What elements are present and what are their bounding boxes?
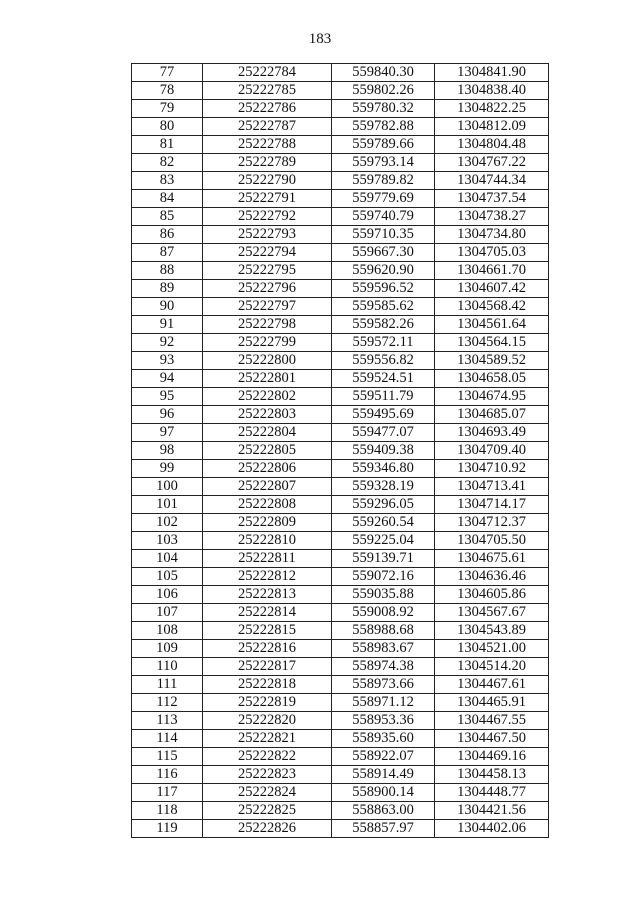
y-coordinate-cell: 1304712.37 — [435, 514, 549, 532]
point-number-cell: 107 — [132, 604, 203, 622]
table-row — [132, 298, 549, 316]
table-row — [132, 658, 549, 676]
y-coordinate-cell: 1304714.17 — [435, 496, 549, 514]
point-id-cell: 25222810 — [203, 532, 332, 550]
table-row — [132, 586, 549, 604]
x-coordinate-cell: 558900.14 — [332, 784, 435, 802]
x-coordinate-cell: 559072.16 — [332, 568, 435, 586]
y-coordinate-cell: 1304448.77 — [435, 784, 549, 802]
point-id-cell: 25222817 — [203, 658, 332, 676]
point-id-cell: 25222814 — [203, 604, 332, 622]
x-coordinate-cell: 559789.82 — [332, 172, 435, 190]
y-coordinate-cell: 1304674.95 — [435, 388, 549, 406]
point-id-cell: 25222788 — [203, 136, 332, 154]
x-coordinate-cell: 559779.69 — [332, 190, 435, 208]
table-row — [132, 532, 549, 550]
x-coordinate-cell: 559572.11 — [332, 334, 435, 352]
point-number-cell: 103 — [132, 532, 203, 550]
point-id-cell: 25222797 — [203, 298, 332, 316]
x-coordinate-cell: 559139.71 — [332, 550, 435, 568]
x-coordinate-cell: 559793.14 — [332, 154, 435, 172]
y-coordinate-cell: 1304841.90 — [435, 64, 549, 82]
y-coordinate-cell: 1304467.55 — [435, 712, 549, 730]
point-id-cell: 25222806 — [203, 460, 332, 478]
y-coordinate-cell: 1304465.91 — [435, 694, 549, 712]
point-number-cell: 89 — [132, 280, 203, 298]
point-id-cell: 25222808 — [203, 496, 332, 514]
x-coordinate-cell: 559556.82 — [332, 352, 435, 370]
point-number-cell: 100 — [132, 478, 203, 496]
x-coordinate-cell: 559260.54 — [332, 514, 435, 532]
point-id-cell: 25222801 — [203, 370, 332, 388]
y-coordinate-cell: 1304693.49 — [435, 424, 549, 442]
table-row — [132, 478, 549, 496]
table-row — [132, 676, 549, 694]
y-coordinate-cell: 1304709.40 — [435, 442, 549, 460]
point-number-cell: 105 — [132, 568, 203, 586]
point-number-cell: 79 — [132, 100, 203, 118]
x-coordinate-cell: 559409.38 — [332, 442, 435, 460]
point-number-cell: 116 — [132, 766, 203, 784]
y-coordinate-cell: 1304812.09 — [435, 118, 549, 136]
point-id-cell: 25222794 — [203, 244, 332, 262]
y-coordinate-cell: 1304561.64 — [435, 316, 549, 334]
point-number-cell: 117 — [132, 784, 203, 802]
page-number: 183 — [308, 31, 332, 47]
x-coordinate-cell: 558922.07 — [332, 748, 435, 766]
table-row — [132, 496, 549, 514]
point-number-cell: 108 — [132, 622, 203, 640]
x-coordinate-cell: 559035.88 — [332, 586, 435, 604]
x-coordinate-cell: 559782.88 — [332, 118, 435, 136]
y-coordinate-cell: 1304738.27 — [435, 208, 549, 226]
point-id-cell: 25222820 — [203, 712, 332, 730]
y-coordinate-cell: 1304421.56 — [435, 802, 549, 820]
table-row — [132, 388, 549, 406]
point-number-cell: 83 — [132, 172, 203, 190]
table-row — [132, 100, 549, 118]
table-row — [132, 802, 549, 820]
point-id-cell: 25222793 — [203, 226, 332, 244]
table-row — [132, 406, 549, 424]
point-id-cell: 25222804 — [203, 424, 332, 442]
point-number-cell: 88 — [132, 262, 203, 280]
x-coordinate-cell: 558971.12 — [332, 694, 435, 712]
y-coordinate-cell: 1304402.06 — [435, 820, 549, 838]
point-number-cell: 86 — [132, 226, 203, 244]
x-coordinate-cell: 559780.32 — [332, 100, 435, 118]
x-coordinate-cell: 558857.97 — [332, 820, 435, 838]
point-id-cell: 25222824 — [203, 784, 332, 802]
point-number-cell: 85 — [132, 208, 203, 226]
y-coordinate-cell: 1304838.40 — [435, 82, 549, 100]
point-id-cell: 25222819 — [203, 694, 332, 712]
point-number-cell: 95 — [132, 388, 203, 406]
y-coordinate-cell: 1304543.89 — [435, 622, 549, 640]
table-row — [132, 316, 549, 334]
point-number-cell: 118 — [132, 802, 203, 820]
point-id-cell: 25222798 — [203, 316, 332, 334]
point-id-cell: 25222821 — [203, 730, 332, 748]
table-row — [132, 694, 549, 712]
point-id-cell: 25222813 — [203, 586, 332, 604]
point-number-cell: 81 — [132, 136, 203, 154]
x-coordinate-cell: 559008.92 — [332, 604, 435, 622]
point-number-cell: 115 — [132, 748, 203, 766]
point-id-cell: 25222790 — [203, 172, 332, 190]
point-number-cell: 119 — [132, 820, 203, 838]
y-coordinate-cell: 1304685.07 — [435, 406, 549, 424]
coordinates-table-body — [132, 64, 549, 838]
y-coordinate-cell: 1304458.13 — [435, 766, 549, 784]
y-coordinate-cell: 1304589.52 — [435, 352, 549, 370]
point-number-cell: 96 — [132, 406, 203, 424]
table-row — [132, 424, 549, 442]
y-coordinate-cell: 1304568.42 — [435, 298, 549, 316]
table-row — [132, 370, 549, 388]
x-coordinate-cell: 559620.90 — [332, 262, 435, 280]
x-coordinate-cell: 558935.60 — [332, 730, 435, 748]
table-row — [132, 82, 549, 100]
point-number-cell: 93 — [132, 352, 203, 370]
point-id-cell: 25222789 — [203, 154, 332, 172]
point-id-cell: 25222807 — [203, 478, 332, 496]
table-row — [132, 550, 549, 568]
point-number-cell: 114 — [132, 730, 203, 748]
table-row — [132, 730, 549, 748]
point-number-cell: 84 — [132, 190, 203, 208]
x-coordinate-cell: 558863.00 — [332, 802, 435, 820]
y-coordinate-cell: 1304822.25 — [435, 100, 549, 118]
x-coordinate-cell: 559346.80 — [332, 460, 435, 478]
y-coordinate-cell: 1304804.48 — [435, 136, 549, 154]
x-coordinate-cell: 559328.19 — [332, 478, 435, 496]
x-coordinate-cell: 559840.30 — [332, 64, 435, 82]
point-number-cell: 98 — [132, 442, 203, 460]
point-id-cell: 25222796 — [203, 280, 332, 298]
table-row — [132, 712, 549, 730]
point-number-cell: 94 — [132, 370, 203, 388]
table-row — [132, 190, 549, 208]
y-coordinate-cell: 1304564.15 — [435, 334, 549, 352]
y-coordinate-cell: 1304734.80 — [435, 226, 549, 244]
table-row — [132, 442, 549, 460]
point-id-cell: 25222791 — [203, 190, 332, 208]
x-coordinate-cell: 559789.66 — [332, 136, 435, 154]
x-coordinate-cell: 558983.67 — [332, 640, 435, 658]
point-number-cell: 97 — [132, 424, 203, 442]
y-coordinate-cell: 1304607.42 — [435, 280, 549, 298]
y-coordinate-cell: 1304469.16 — [435, 748, 549, 766]
point-number-cell: 80 — [132, 118, 203, 136]
point-id-cell: 25222792 — [203, 208, 332, 226]
x-coordinate-cell: 559740.79 — [332, 208, 435, 226]
y-coordinate-cell: 1304744.34 — [435, 172, 549, 190]
x-coordinate-cell: 558914.49 — [332, 766, 435, 784]
table-row — [132, 784, 549, 802]
table-row — [132, 568, 549, 586]
point-id-cell: 25222809 — [203, 514, 332, 532]
table-row — [132, 64, 549, 82]
x-coordinate-cell: 559710.35 — [332, 226, 435, 244]
point-id-cell: 25222825 — [203, 802, 332, 820]
point-id-cell: 25222811 — [203, 550, 332, 568]
x-coordinate-cell: 559524.51 — [332, 370, 435, 388]
point-id-cell: 25222799 — [203, 334, 332, 352]
x-coordinate-cell: 559495.69 — [332, 406, 435, 424]
table-row — [132, 118, 549, 136]
point-number-cell: 82 — [132, 154, 203, 172]
x-coordinate-cell: 559585.62 — [332, 298, 435, 316]
point-number-cell: 77 — [132, 64, 203, 82]
point-id-cell: 25222787 — [203, 118, 332, 136]
point-number-cell: 78 — [132, 82, 203, 100]
table-row — [132, 514, 549, 532]
x-coordinate-cell: 558953.36 — [332, 712, 435, 730]
y-coordinate-cell: 1304514.20 — [435, 658, 549, 676]
table-row — [132, 352, 549, 370]
point-id-cell: 25222795 — [203, 262, 332, 280]
table-row — [132, 136, 549, 154]
coordinates-table — [131, 63, 549, 838]
point-id-cell: 25222786 — [203, 100, 332, 118]
point-number-cell: 112 — [132, 694, 203, 712]
point-number-cell: 102 — [132, 514, 203, 532]
x-coordinate-cell: 559511.79 — [332, 388, 435, 406]
point-number-cell: 91 — [132, 316, 203, 334]
x-coordinate-cell: 559582.26 — [332, 316, 435, 334]
point-number-cell: 92 — [132, 334, 203, 352]
table-row — [132, 208, 549, 226]
point-number-cell: 110 — [132, 658, 203, 676]
point-id-cell: 25222823 — [203, 766, 332, 784]
x-coordinate-cell: 559477.07 — [332, 424, 435, 442]
y-coordinate-cell: 1304705.50 — [435, 532, 549, 550]
point-id-cell: 25222805 — [203, 442, 332, 460]
table-row — [132, 604, 549, 622]
table-row — [132, 622, 549, 640]
point-id-cell: 25222802 — [203, 388, 332, 406]
point-id-cell: 25222812 — [203, 568, 332, 586]
y-coordinate-cell: 1304737.54 — [435, 190, 549, 208]
y-coordinate-cell: 1304705.03 — [435, 244, 549, 262]
point-id-cell: 25222822 — [203, 748, 332, 766]
table-row — [132, 172, 549, 190]
x-coordinate-cell: 559802.26 — [332, 82, 435, 100]
table-row — [132, 334, 549, 352]
table-row — [132, 766, 549, 784]
y-coordinate-cell: 1304636.46 — [435, 568, 549, 586]
y-coordinate-cell: 1304467.61 — [435, 676, 549, 694]
point-id-cell: 25222826 — [203, 820, 332, 838]
x-coordinate-cell: 558974.38 — [332, 658, 435, 676]
y-coordinate-cell: 1304661.70 — [435, 262, 549, 280]
x-coordinate-cell: 558973.66 — [332, 676, 435, 694]
point-id-cell: 25222803 — [203, 406, 332, 424]
x-coordinate-cell: 559296.05 — [332, 496, 435, 514]
point-id-cell: 25222818 — [203, 676, 332, 694]
y-coordinate-cell: 1304521.00 — [435, 640, 549, 658]
point-number-cell: 111 — [132, 676, 203, 694]
table-row — [132, 748, 549, 766]
point-number-cell: 90 — [132, 298, 203, 316]
y-coordinate-cell: 1304710.92 — [435, 460, 549, 478]
point-id-cell: 25222816 — [203, 640, 332, 658]
y-coordinate-cell: 1304605.86 — [435, 586, 549, 604]
y-coordinate-cell: 1304567.67 — [435, 604, 549, 622]
x-coordinate-cell: 559596.52 — [332, 280, 435, 298]
point-id-cell: 25222800 — [203, 352, 332, 370]
table-row — [132, 262, 549, 280]
point-number-cell: 101 — [132, 496, 203, 514]
x-coordinate-cell: 559667.30 — [332, 244, 435, 262]
table-row — [132, 820, 549, 838]
table-row — [132, 154, 549, 172]
x-coordinate-cell: 559225.04 — [332, 532, 435, 550]
point-number-cell: 87 — [132, 244, 203, 262]
point-id-cell: 25222785 — [203, 82, 332, 100]
y-coordinate-cell: 1304675.61 — [435, 550, 549, 568]
point-number-cell: 113 — [132, 712, 203, 730]
table-row — [132, 460, 549, 478]
point-id-cell: 25222784 — [203, 64, 332, 82]
y-coordinate-cell: 1304767.22 — [435, 154, 549, 172]
point-number-cell: 104 — [132, 550, 203, 568]
table-row — [132, 244, 549, 262]
point-number-cell: 109 — [132, 640, 203, 658]
point-id-cell: 25222815 — [203, 622, 332, 640]
table-row — [132, 640, 549, 658]
y-coordinate-cell: 1304713.41 — [435, 478, 549, 496]
y-coordinate-cell: 1304467.50 — [435, 730, 549, 748]
y-coordinate-cell: 1304658.05 — [435, 370, 549, 388]
point-number-cell: 99 — [132, 460, 203, 478]
point-number-cell: 106 — [132, 586, 203, 604]
x-coordinate-cell: 558988.68 — [332, 622, 435, 640]
table-row — [132, 226, 549, 244]
table-row — [132, 280, 549, 298]
